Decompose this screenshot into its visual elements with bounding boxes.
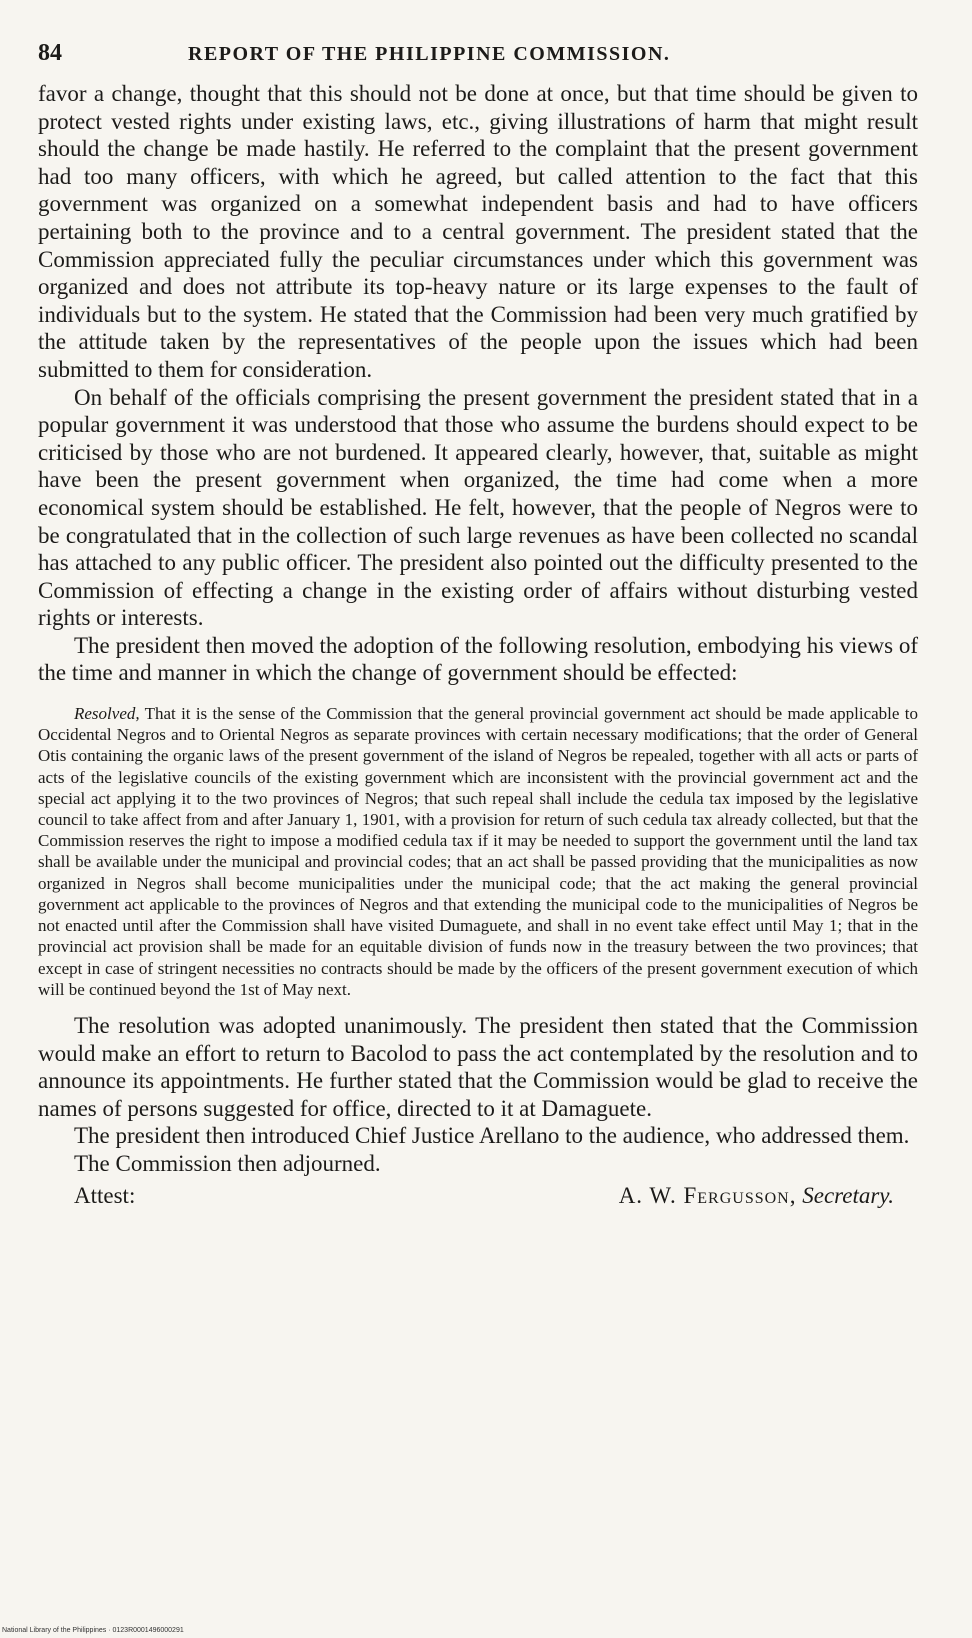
document-page	[38, 40, 918, 1209]
paragraph: The president then introduced Chief Justice Arellano to the audience, who addressed them.	[74, 1123, 910, 1149]
page-header	[38, 40, 918, 80]
page-number: 84	[38, 40, 62, 66]
paragraph: The president then moved the adoption of the following resolution, embodying his views of the time and manner in which the change of government should be effected:	[38, 632, 918, 686]
signature-name: A. W. Fergusson,	[618, 1183, 797, 1209]
signature-title: Secretary.	[802, 1183, 894, 1209]
footer-imprint: National Library of the Philippines · 0123R0001496000291	[2, 1627, 184, 1634]
paragraph: favor a change, thought that this should not be done at once, but that time should be given to protect vested rights under existing laws, etc., giving illustrations of harm that might result should the change be made hastily. He referred to the complaint that the present government had too many officers, with which he agreed, but called attention to the fact that this government was organized on a somewhat independent basis and had to have officers pertaining both to the province and to a central government. The president stated that the Commission appreciated fully the peculiar circumstances under which this government was organized and does not attribute its top-heavy nature or its large expenses to the fault of individuals but to the system. He stated that the Commission had been very much gratified by the attitude taken by the representatives of the people upon the issues which had been submitted to them for consideration.	[38, 81, 918, 382]
body-text	[38, 80, 918, 687]
paragraph: The Commission then adjourned.	[74, 1150, 381, 1176]
resolution-block	[38, 703, 918, 1000]
resolution-text: That it is the sense of the Commission that the general provincial government act should be made applicable to Occidental Negros and to Oriental Negros as separate provinces with certain necessary modifications; that the order of General Otis containing the organic laws of the present government of the island of Negros be repealed, together with all acts or parts of acts of the legislative councils of the existing government which are inconsistent with the provincial government act and the special act applying it to the two provinces of Negros; that such repeal shall include the cedula tax imposed by the legislative council to take affect from and after January 1, 1901, with a provision for return of such cedula tax already collected, but that the Commission reserves the right to impose a modified cedula tax if it may be needed to support the government until the land tax shall be available under the municipal and provincial codes; that an act shall be passed providing that the municipalities as now organized in Negros shall become municipalities under the municipal code; that the act making the general provincial government act applicable to the provinces of Negros and that extending the municipal code to the municipalities of Negros be not enacted until after the Commission shall have visited Dumaguete, and shall in no event take effect until May 1; that in the provincial act provision shall be made for an equitable division of funds now in the treasury between the two provinces; that except in case of stringent necessities no contracts should be made by the officers of the present government execution of which will be continued beyond the 1st of May next.	[38, 704, 918, 999]
paragraph: On behalf of the officials comprising the present government the president stated that in a popular government it was understood that those who assume the burdens should expect to be criticised by those who are not burdened. It appeared clearly, however, that, suitable as might have been the present government when organized, the time had come when a more economical system should be established. He felt, however, that the people of Negros were to be congratulated that in the collection of such large revenues as have been collected no scandal has attached to any public officer. The president also pointed out the difficulty presented to the Commission of effecting a change in the existing order of affairs without disturbing vested rights or interests.	[38, 384, 918, 631]
resolution-lead: Resolved,	[74, 704, 140, 724]
attest-line	[38, 1183, 918, 1209]
signature	[619, 1183, 894, 1209]
closing-section	[38, 1012, 918, 1210]
running-head: REPORT OF THE PHILIPPINE COMMISSION.	[188, 43, 671, 65]
attest-label: Attest:	[74, 1183, 136, 1209]
paragraph: The resolution was adopted unanimously. The president then stated that the Commission would make an effort to return to Bacolod to pass the act contemplated by the resolution and to announce its appointments. He further stated that the Commission would be glad to receive the names of persons suggested for office, directed to it at Damaguete.	[38, 1012, 918, 1121]
